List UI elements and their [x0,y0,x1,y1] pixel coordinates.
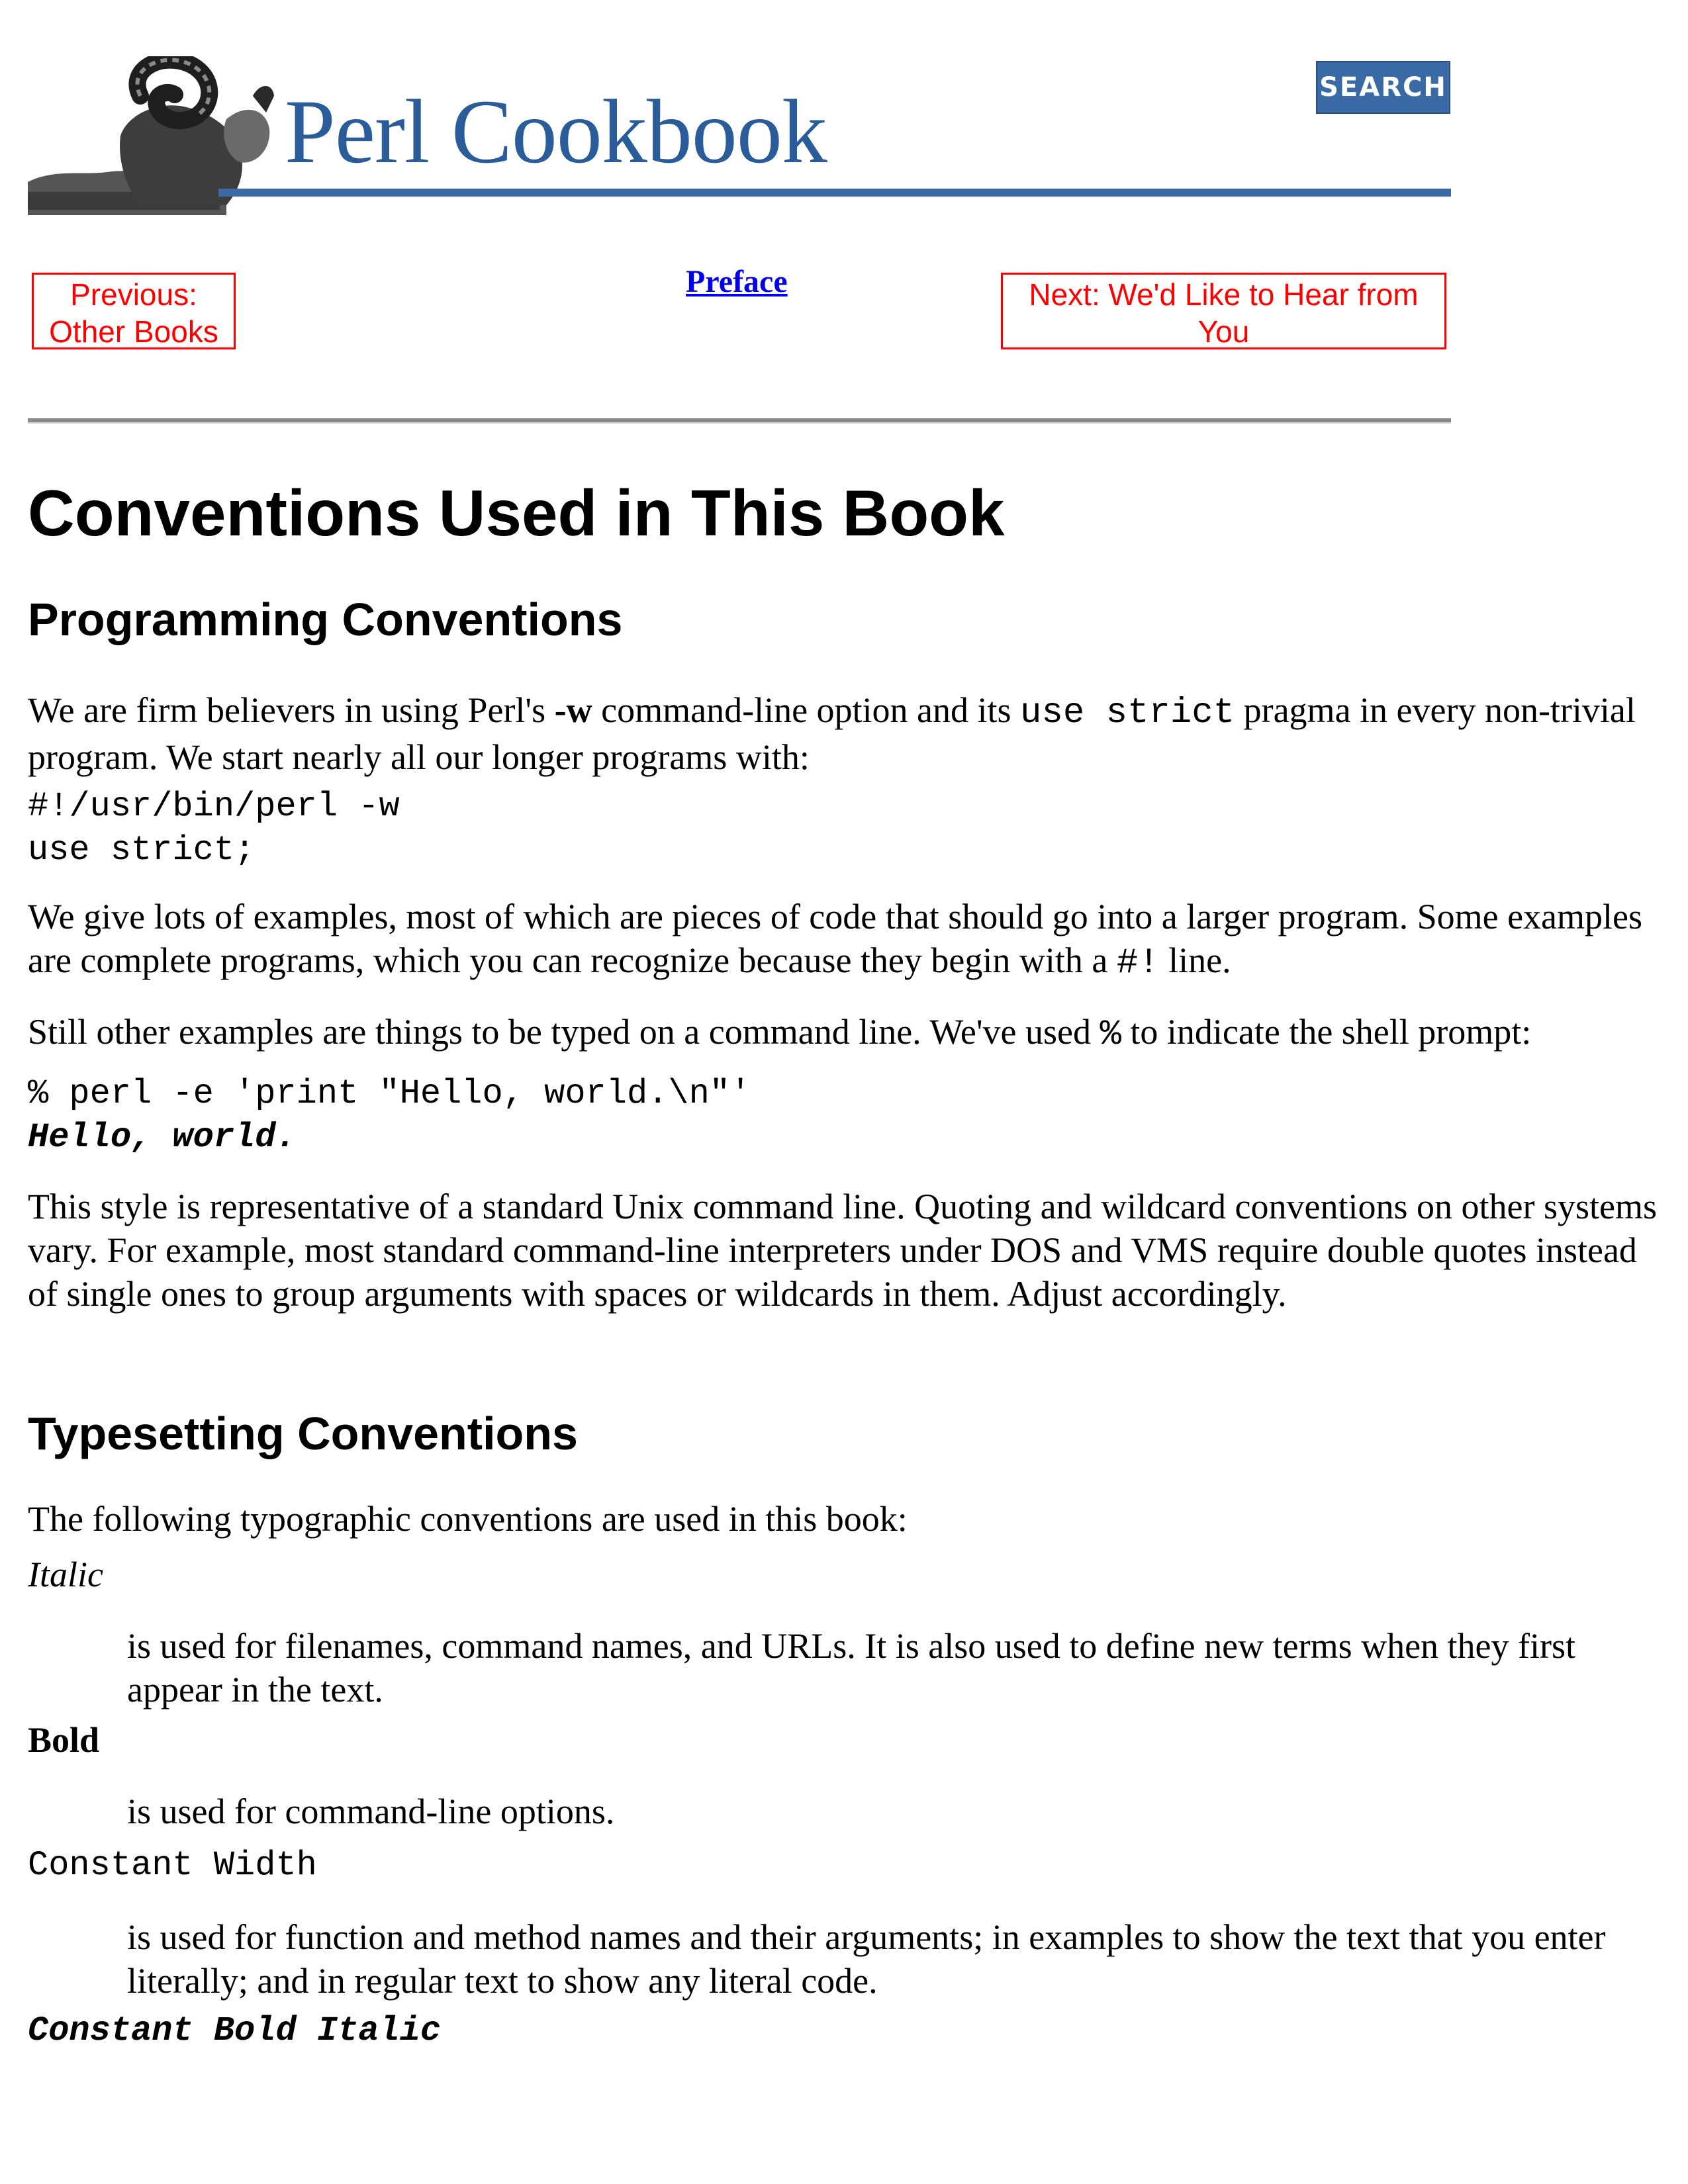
section-heading-programming: Programming Conventions [28,594,623,645]
flag-w: -w [554,690,592,730]
text: line. [1159,940,1231,980]
term-bold: Bold [28,1720,100,1760]
page-title: Conventions Used in This Book [28,477,1005,549]
code-block-shebang [28,785,400,872]
next-link-title: You [1197,314,1250,349]
definition-bold: is used for command-line options. [127,1792,615,1831]
next-link[interactable] [1001,273,1446,349]
banner-rule [218,189,1451,197]
text: command-line option and its [592,690,1021,730]
up-link-preface[interactable]: Preface [686,264,788,299]
site-title: Perl Cookbook [285,81,827,182]
code-line: #!/usr/bin/perl -w [28,787,400,826]
text: pragma in every non-trivial program. We start nearly all our longer programs with: [28,690,1636,777]
text: We are firm believers in using Perl's [28,690,555,730]
code-output: Hello, world. [28,1118,297,1157]
previous-link-title: Other Books [49,314,218,349]
definition-constant-width: is used for function and method names and their arguments; in examples to show the text that you enter literally; and in regular text to show any literal code. [127,1917,1606,2001]
text: to indicate the shell prompt: [1121,1012,1532,1052]
search-button[interactable]: SEARCH [1316,61,1450,114]
section-heading-typesetting: Typesetting Conventions [28,1408,578,1459]
code-line: % perl -e 'print "Hello, world.\n"' [28,1074,751,1113]
text: We give lots of examples, most of which are pieces of code that should go into a larger program. Some examples are complete programs, which you can recognize because they begin with a [28,897,1642,980]
previous-link[interactable] [32,273,236,349]
text: Still other examples are things to be typed on a command line. We've used [28,1012,1100,1052]
previous-link-label: Previous: [70,277,197,312]
inline-code: #! [1116,943,1160,983]
paragraph-warnings [28,688,1663,779]
term-constant-width: Constant Width [28,1846,317,1885]
horizontal-rule [28,418,1451,424]
next-link-label: Next: We'd Like to Hear from [1029,277,1419,312]
paragraph-examples [28,895,1663,985]
code-line: use strict; [28,831,256,870]
paragraph-unix-style: This style is representative of a standard Unix command line. Quoting and wildcard conventions on other systems vary. For example, most standard command-line interpreters under DOS and VMS require double quotes instead of single ones to group arguments with spaces or wildcards in them. Adjust accordingly. [28,1187,1657,1314]
definition-italic: is used for filenames, command names, and URLs. It is also used to define new terms when they first appear in the text. [127,1626,1576,1709]
term-constant-bold-italic: Constant Bold Italic [28,2011,442,2050]
inline-code: use strict [1020,693,1235,733]
code-block-hello [28,1072,751,1160]
paragraph-typesetting-intro: The following typographic conventions are used in this book: [28,1499,908,1539]
paragraph-shell-prompt [28,1010,1663,1057]
term-italic: Italic [28,1555,103,1594]
inline-code: % [1100,1015,1121,1055]
